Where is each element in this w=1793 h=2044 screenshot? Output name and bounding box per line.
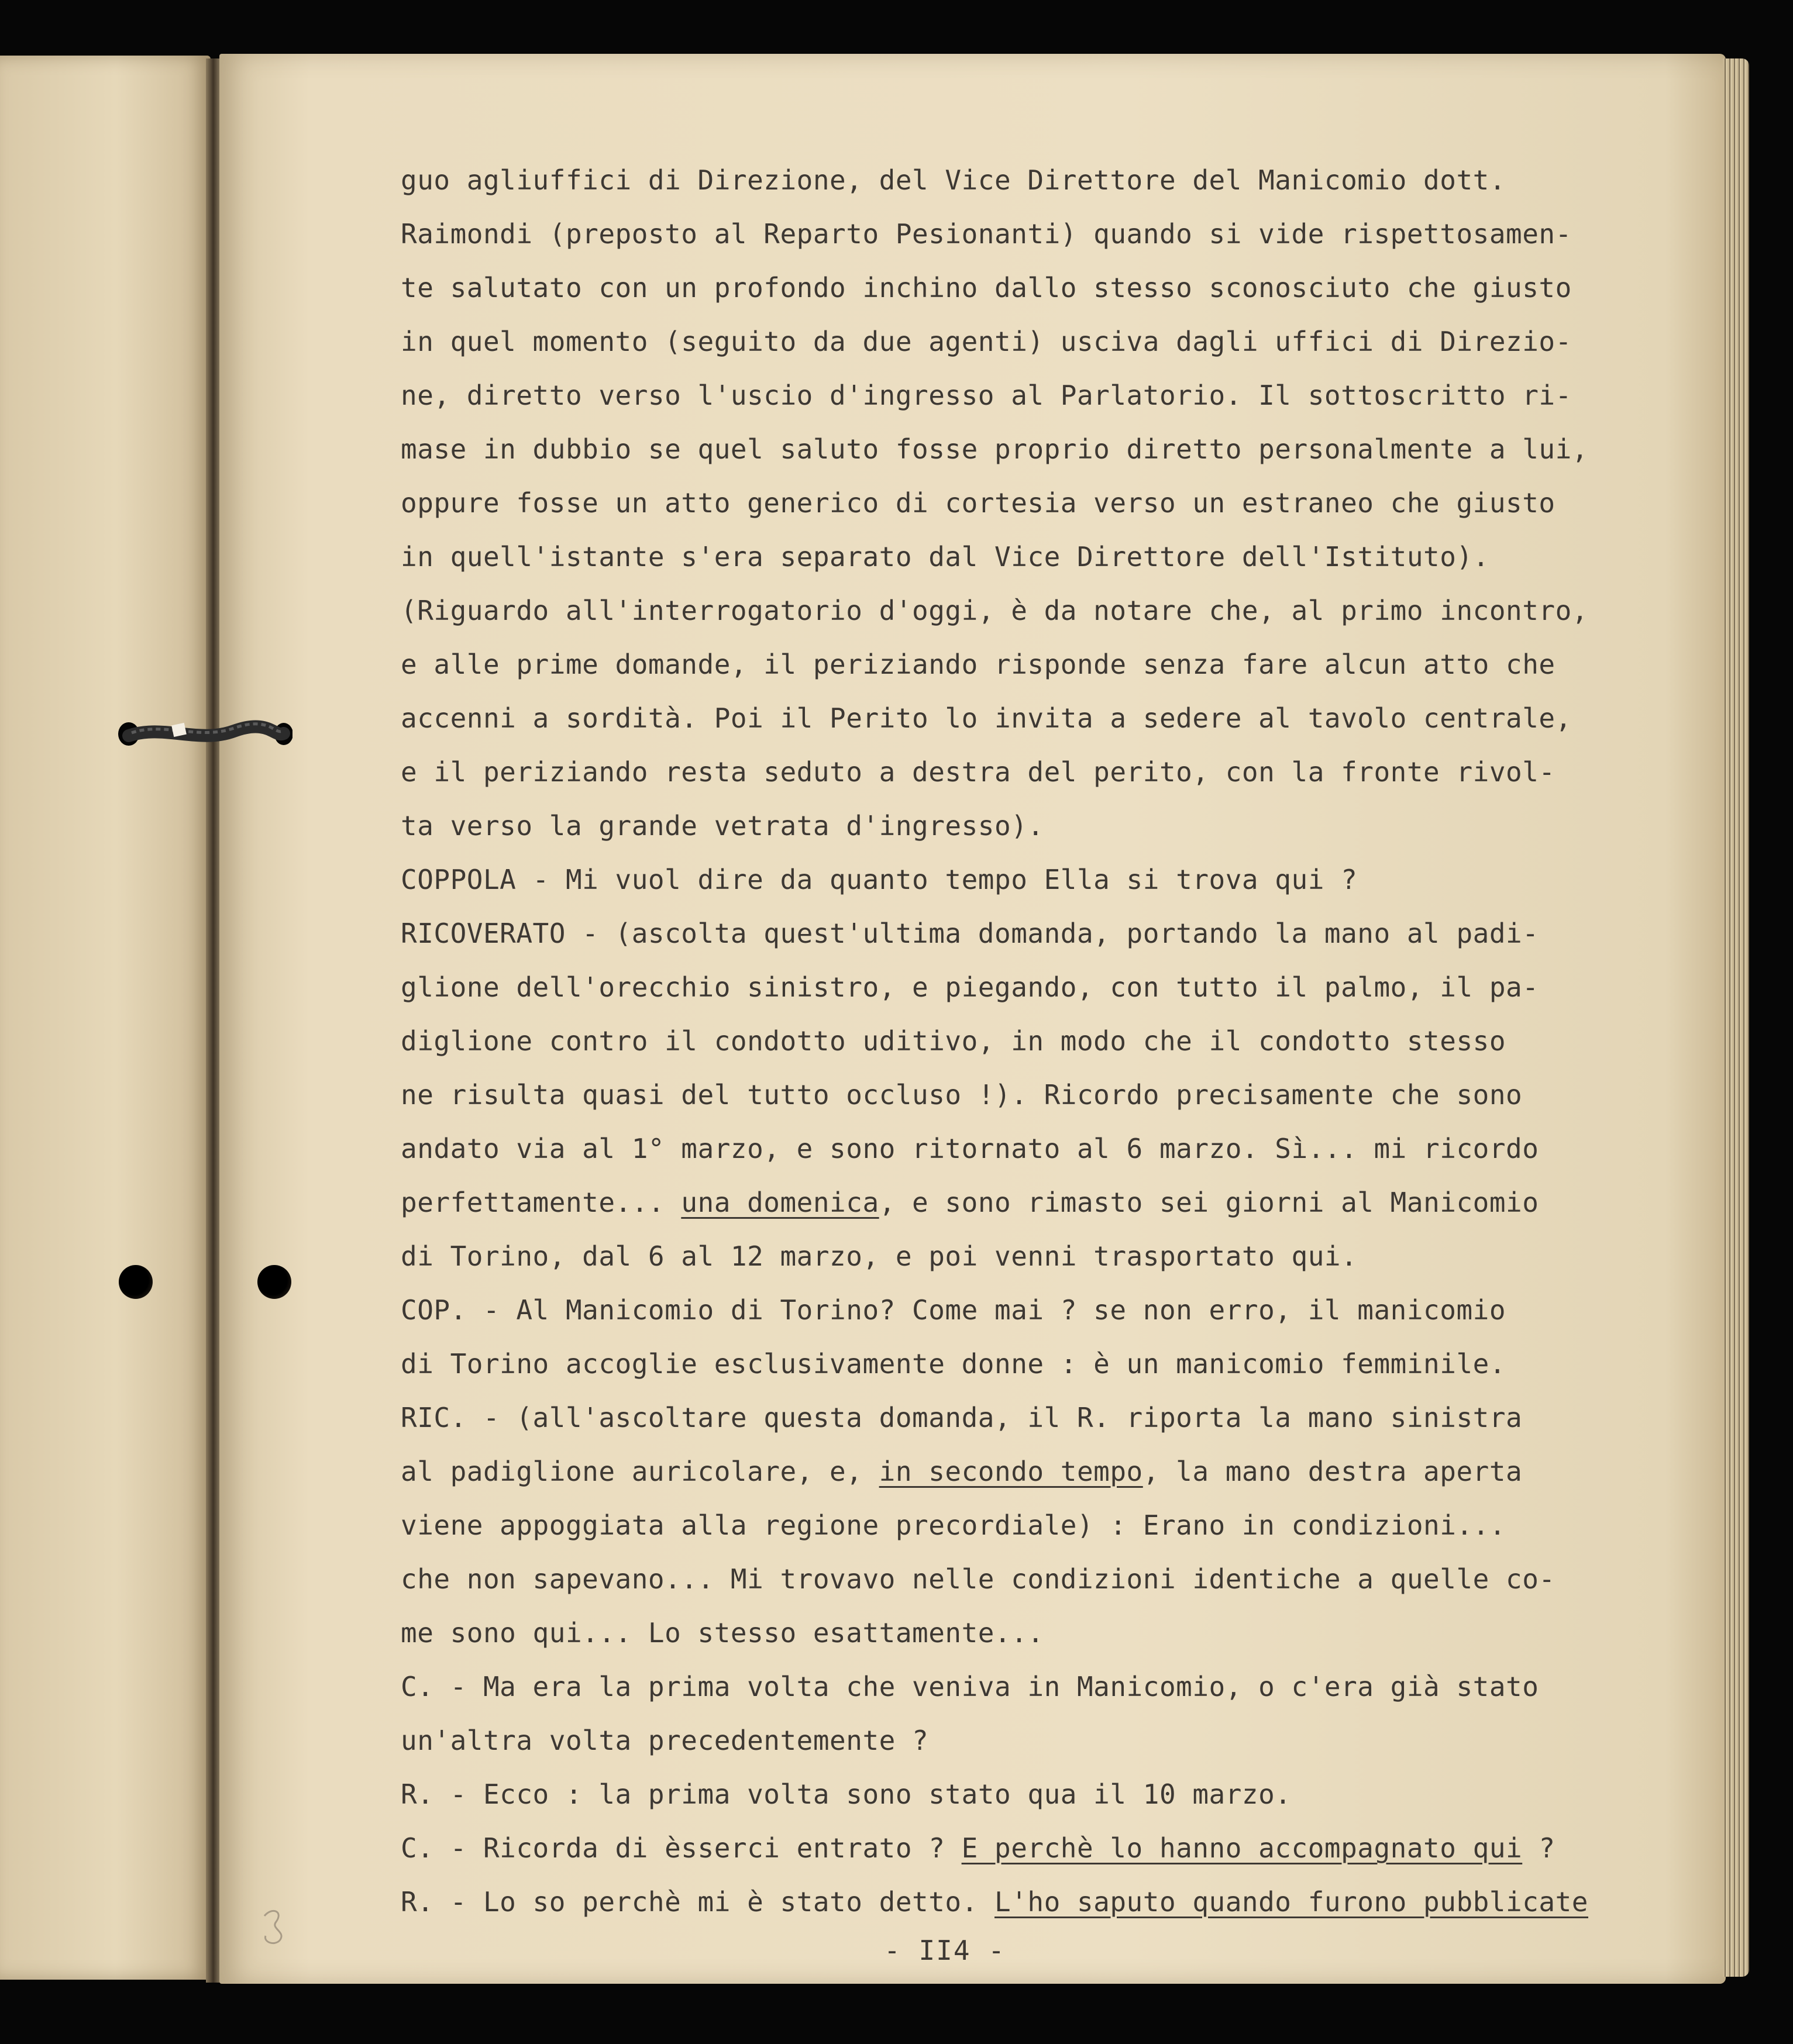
text-line: [401, 1229, 1699, 1283]
line-text: andato via al 1° marzo, e sono ritornato al 6 marzo. Sì... mi ricordo: [401, 1133, 1539, 1164]
line-text: C. - Ma era la prima volta che veniva in Manicomio, o c'era già stato: [401, 1671, 1539, 1702]
line-text: COP. - Al Manicomio di Torino? Come mai ? se non erro, il manicomio: [401, 1294, 1506, 1326]
line-text: C. - Ricorda di èsserci entrato ?: [401, 1832, 962, 1864]
text-line: [401, 1660, 1699, 1714]
text-line: [401, 422, 1699, 476]
text-line: [401, 1283, 1699, 1337]
line-text: di Torino, dal 6 al 12 marzo, e poi venni trasportato qui.: [401, 1240, 1358, 1272]
text-line: [401, 1068, 1699, 1122]
text-line: [401, 1122, 1699, 1176]
text-line: [401, 906, 1699, 960]
line-text: e alle prime domande, il periziando risponde senza fare alcun atto che: [401, 649, 1555, 680]
underlined-text: E perchè lo hanno accompagnato qui: [961, 1832, 1523, 1864]
page-number: - II4 -: [884, 1935, 1006, 1966]
line-text: Raimondi (preposto al Reparto Pesionanti) quando si vide rispettosamen-: [401, 218, 1572, 250]
line-text: R. - Ecco : la prima volta sono stato qua il 10 marzo.: [401, 1778, 1292, 1810]
line-text: glione dell'orecchio sinistro, e piegando, con tutto il palmo, il pa-: [401, 971, 1539, 1003]
line-text: diglione contro il condotto uditivo, in modo che il condotto stesso: [401, 1025, 1506, 1057]
line-text: ne, diretto verso l'uscio d'ingresso al Parlatorio. Il sottoscritto ri-: [401, 380, 1572, 411]
text-line: [401, 1714, 1699, 1767]
line-text: perfettamente...: [401, 1187, 682, 1218]
text-line: [401, 1014, 1699, 1068]
line-text: viene appoggiata alla regione precordiale) : Erano in condizioni...: [401, 1509, 1506, 1541]
typewritten-text: [401, 153, 1699, 1929]
text-line: [401, 476, 1699, 530]
line-text: mase in dubbio se quel saluto fosse proprio diretto personalmente a lui,: [401, 433, 1588, 465]
line-text: , e sono rimasto sei giorni al Manicomio: [879, 1187, 1539, 1218]
text-line: [401, 207, 1699, 261]
underlined-text: in secondo tempo: [879, 1456, 1143, 1487]
text-line: [401, 745, 1699, 799]
text-line: [401, 530, 1699, 584]
text-line: [401, 261, 1699, 315]
line-text: accenni a sordità. Poi il Perito lo invita a sedere al tavolo centrale,: [401, 702, 1572, 734]
text-line: [401, 1821, 1699, 1875]
line-text: RIC. - (all'ascoltare questa domanda, il R. riporta la mano sinistra: [401, 1402, 1523, 1433]
line-text: , la mano destra aperta: [1142, 1456, 1523, 1487]
text-line: [401, 368, 1699, 422]
page-edges: [1723, 58, 1749, 1977]
text-line: [401, 637, 1699, 691]
line-text: ne risulta quasi del tutto occluso !). Ricordo precisamente che sono: [401, 1079, 1523, 1111]
text-line: [401, 960, 1699, 1014]
text-line: [401, 1606, 1699, 1660]
binding-hole: [257, 1265, 291, 1299]
left-page: [0, 56, 211, 1980]
line-text: ?: [1522, 1832, 1555, 1864]
line-text: me sono qui... Lo stesso esattamente...: [401, 1617, 1044, 1649]
text-line: [401, 691, 1699, 745]
string-binding-icon: [117, 713, 292, 754]
line-text: guo agliuffici di Direzione, del Vice Direttore del Manicomio dott.: [401, 164, 1506, 196]
text-line: [401, 853, 1699, 906]
pencil-mark-icon: [257, 1905, 292, 1946]
line-text: in quel momento (seguito da due agenti) usciva dagli uffici di Direzio-: [401, 326, 1572, 357]
text-line: [401, 1875, 1699, 1929]
line-text: COPPOLA - Mi vuol dire da quanto tempo Ella si trova qui ?: [401, 864, 1358, 895]
text-line: [401, 315, 1699, 368]
text-line: [401, 799, 1699, 853]
line-text: e il periziando resta seduto a destra del perito, con la fronte rivol-: [401, 756, 1555, 788]
text-line: [401, 1337, 1699, 1391]
text-line: [401, 584, 1699, 637]
line-text: (Riguardo all'interrogatorio d'oggi, è da notare che, al primo incontro,: [401, 595, 1588, 626]
line-text: te salutato con un profondo inchino dallo stesso sconosciuto che giusto: [401, 272, 1572, 304]
binding-hole: [119, 1265, 153, 1299]
text-line: [401, 1498, 1699, 1552]
line-text: in quell'istante s'era separato dal Vice Direttore dell'Istituto).: [401, 541, 1489, 573]
line-text: ta verso la grande vetrata d'ingresso).: [401, 810, 1044, 842]
underlined-text: una domenica: [681, 1187, 879, 1218]
line-text: RICOVERATO - (ascolta quest'ultima domanda, portando la mano al padi-: [401, 918, 1539, 949]
text-line: [401, 1552, 1699, 1606]
text-line: [401, 153, 1699, 207]
line-text: di Torino accoglie esclusivamente donne : è un manicomio femminile.: [401, 1348, 1506, 1380]
underlined-text: L'ho saputo quando furono pubblicate: [994, 1886, 1588, 1918]
text-line: [401, 1391, 1699, 1445]
line-text: oppure fosse un atto generico di cortesia verso un estraneo che giusto: [401, 487, 1555, 519]
line-text: che non sapevano... Mi trovavo nelle condizioni identiche a quelle co-: [401, 1563, 1555, 1595]
text-line: [401, 1767, 1699, 1821]
text-line: [401, 1176, 1699, 1229]
text-line: [401, 1445, 1699, 1498]
line-text: al padiglione auricolare, e,: [401, 1456, 879, 1487]
line-text: un'altra volta precedentemente ?: [401, 1725, 929, 1756]
line-text: R. - Lo so perchè mi è stato detto.: [401, 1886, 994, 1918]
